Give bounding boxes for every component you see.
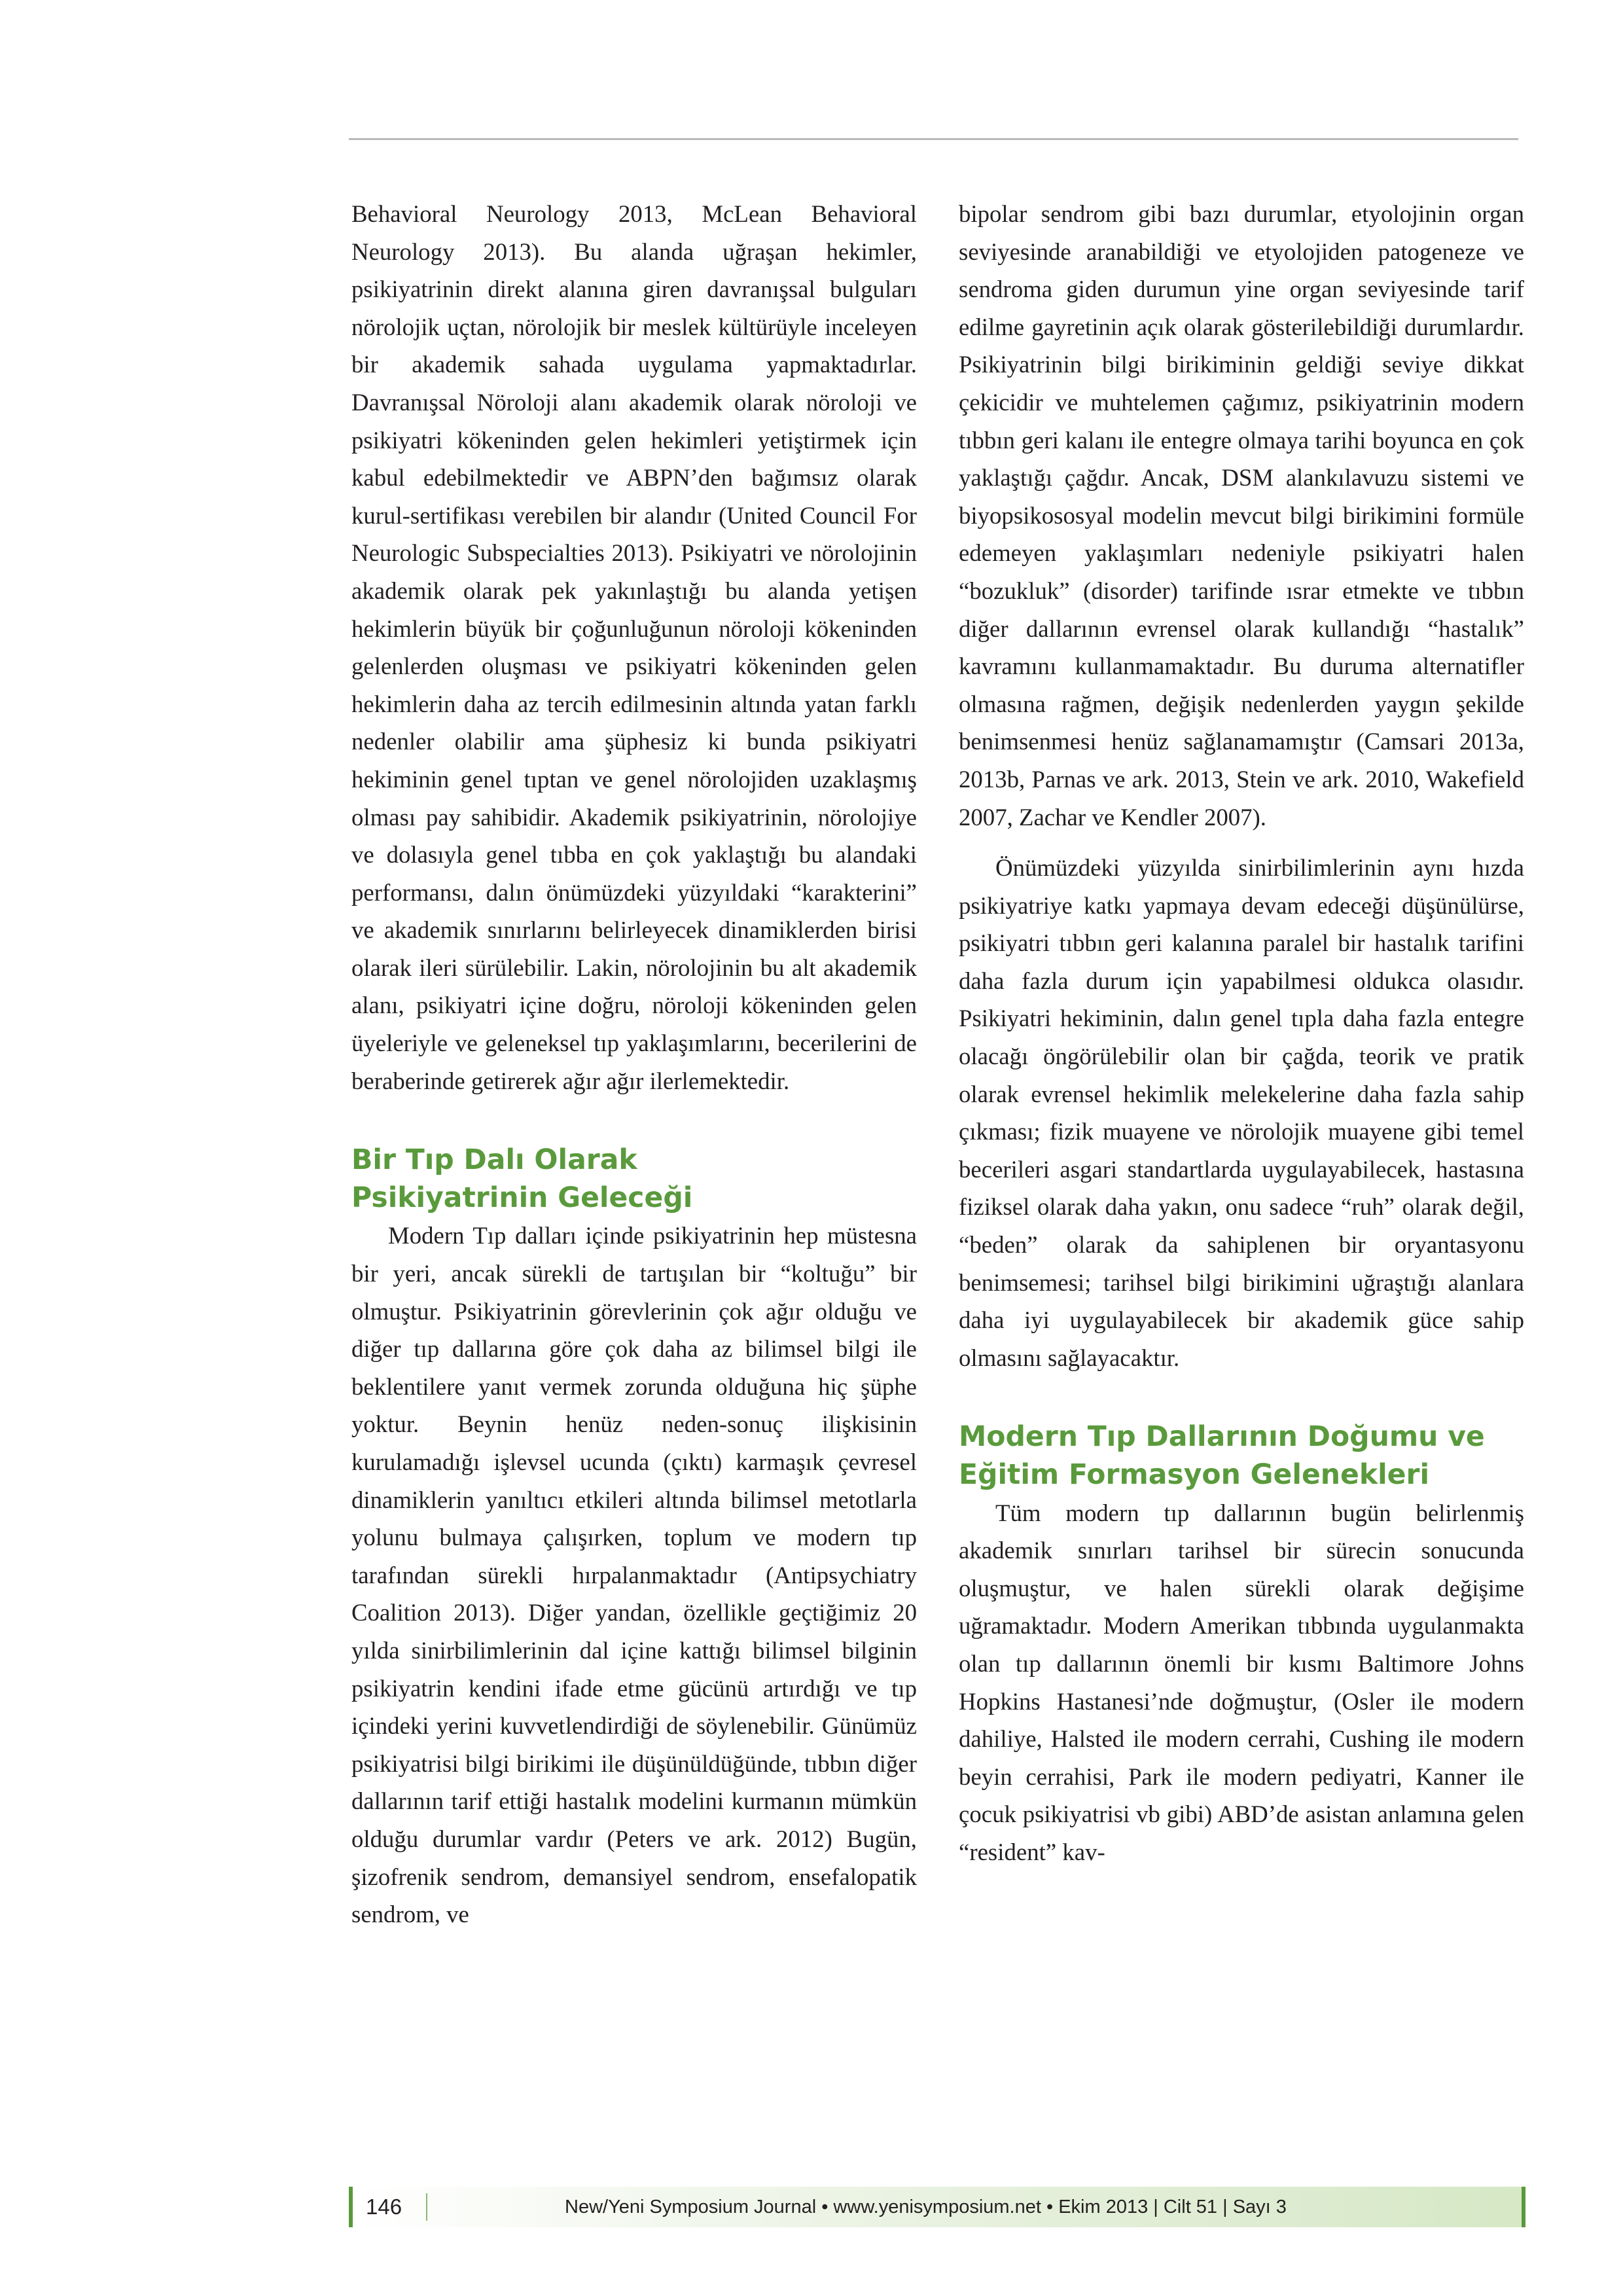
header-rule: [349, 138, 1518, 140]
left-column: [351, 195, 917, 1933]
heading-line: Eğitim Formasyon Gelenekleri: [959, 1459, 1430, 1491]
footer-accent-bar: [1522, 2187, 1525, 2227]
body-paragraph: Önümüzdeki yüzyılda sinirbilimlerinin aynı hızda psikiyatriye katkı yapmaya devam edeceği düşünülürse, psikiyatri tıbbın geri kalanına paralel bir hastalık tarifini daha fazla durum için yapabilmesi oldukca olasıdır. Psikiyatri hekiminin, dalın genel tıpla daha fazla entegre olacağı öngörülebilir olan bir çağda, teorik ve pratik olarak evrensel hekimlik melekelerine daha fazla sahip çıkması; fizik muayene ve nörolojik muayene gibi temel becerileri asgari standartlarda uygulayabilecek, hastasına fiziksel olarak daha yakın, onu sadece “ruh” olarak değil, “beden” olarak da sahiplenen bir oryantasyonu benimsemesi; tarihsel bilgi birikimini uğraştığı alanlara daha iyi uygulayabilecek bir akademik güce sahip olmasını sağlayacaktır.: [959, 854, 1524, 1371]
journal-info: New/Yeni Symposium Journal • www.yenisymposium.net • Ekim 2013 | Cilt 51 | Sayı 3: [565, 2197, 1287, 2217]
heading-line: Bir Tıp Dalı Olarak: [351, 1144, 637, 1177]
body-paragraph: Tüm modern tıp dallarının bugün belirlenmiş akademik sınırları tarihsel bir sürecin sonucunda oluşmuştur, ve halen sürekli olarak değişime uğramaktadır. Modern Amerikan tıbbında uygulanmakta olan tıp dallarının önemli bir kısmı Baltimore Johns Hopkins Hastanesi’nde doğmuştur, (Osler ile modern dahiliye, Halsted ile modern cerrahi, Cushing ile modern beyin cerrahisi, Park ile modern pediyatri, Kanner ile çocuk psikiyatrisi vb gibi) ABD’de asistan anlamına gelen “resident” kav-: [959, 1499, 1524, 1865]
page-footer: [349, 2187, 1525, 2227]
section-heading-future-of-psychiatry: [351, 1141, 917, 1217]
page-number: 146: [366, 2195, 402, 2219]
heading-line: Psikiyatrinin Geleceği: [351, 1181, 693, 1214]
footer-divider: [426, 2193, 427, 2221]
heading-line: Modern Tıp Dallarının Doğumu ve: [959, 1421, 1485, 1454]
section-heading-birth-of-modern-medicine: [959, 1418, 1524, 1494]
body-paragraph: Modern Tıp dalları içinde psikiyatrinin hep müstesna bir yeri, ancak sürekli de tartışılan bir “koltuğu” bir olmuştur. Psikiyatrinin görevlerinin çok ağır olduğu ve diğer tıp dallarına göre çok daha az bilimsel bilgi ile beklentilere yanıt vermek zorunda olduğuna hiç şüphe yoktur. Beynin henüz neden-sonuç ilişkisinin kurulamadığı işlevsel ucunda (çıktı) karmaşık çevresel dinamiklerin yanıltıcı etkileri altında bilimsel metotlarla yolunu bulmaya çalışırken, toplum ve modern tıp tarafından sürekli hırpalanmaktadır (Antipsychiatry Coalition 2013). Diğer yandan, özellikle geçtiğimiz 20 yılda sinirbilimlerinin dal içine kattığı bilimsel bilginin psikiyatrin kendini ifade etme gücünü artırdığı ve tıp içindeki yerini kuvvetlendirdiği de söylenebilir. Günümüz psikiyatrisi bilgi birikimi ile düşünüldüğünde, tıbbın diğer dallarının tarif ettiği hastalık modelini kurmanın mümkün olduğu durumlar vardır (Peters ve ark. 2012) Bugün, şizofrenik sendrom, demansiyel sendrom, ensefalopatik sendrom, ve: [351, 1222, 917, 1928]
body-paragraph: Behavioral Neurology 2013, McLean Behavioral Neurology 2013). Bu alanda uğraşan hekimler, psikiyatrinin direkt alanına giren davranışsal bulguları nörolojik uçtan, nörolojik bir meslek kültürüyle inceleyen bir akademik sahada uygulama yapmaktadırlar. Davranışsal Nöroloji alanı akademik olarak nöroloji ve psikiyatri kökeninden gelen hekimleri yetiştirmek için kabul edebilmektedir ve ABPN’den bağımsız olarak kurul-sertifikası verebilen bir alandır (United Council For Neurologic Subspecialties 2013). Psikiyatri ve nörolojinin akademik olarak pek yakınlaştığı bu alanda yetişen hekimlerin büyük bir çoğunluğunun nöroloji kökeninden gelenlerden oluşması ve psikiyatri kökeninden gelen hekimlerin daha az tercih edilmesinin altında yatan farklı nedenler olabilir ama şüphesiz ki bunda psikiyatri hekiminin genel tıptan ve genel nörolojiden uzaklaşmış olması pay sahibidir. Akademik psikiyatrinin, nörolojiye ve dolasıyla genel tıbba en çok yaklaştığı bu alandaki performansı, dalın önümüzdeki yüzyıldaki “karakterini” ve akademik sınırlarını belirleyecek dinamiklerden birisi olarak ileri sürülebilir. Lakin, nörolojinin bu alt akademik alanı, psikiyatri içine doğru, nöroloji kökeninden gelen üyeleriyle ve geleneksel tıp yaklaşımlarını, becerilerini de beraberinde getirerek ağır ağır ilerlemektedir.: [351, 200, 917, 1094]
body-paragraph: bipolar sendrom gibi bazı durumlar, etyolojinin organ seviyesinde aranabildiği ve etyolojiden patogeneze ve sendroma giden durumun yine organ seviyesinde tarif edilme gayretinin açık olarak gösterilebildiği durumlardır. Psikiyatrinin bilgi birikiminin geldiği seviye dikkat çekicidir ve muhtelemen çağımız, psikiyatrinin modern tıbbın geri kalanı ile entegre olmaya tarihi boyunca en çok yaklaştığı çağdır. Ancak, DSM alankılavuzu sistemi ve biyopsikososyal modelin mevcut bilgi birikimini formüle edemeyen yaklaşımları nedeniyle psikiyatri halen “bozukluk” (disorder) tarifinde ısrar etmekte ve tıbbın diğer dallarının evrensel olarak kullandığı “hastalık” kavramını kullanmamaktadır. Bu duruma alternatifler olmasına rağmen, değişik nedenlerden yaygın şekilde benimsenmesi henüz sağlanamamıştır (Camsari 2013a, 2013b, Parnas ve ark. 2013, Stein ve ark. 2010, Wakefield 2007, Zachar ve Kendler 2007).: [959, 200, 1524, 831]
footer-accent-bar: [349, 2187, 353, 2227]
right-column: [959, 195, 1524, 1871]
